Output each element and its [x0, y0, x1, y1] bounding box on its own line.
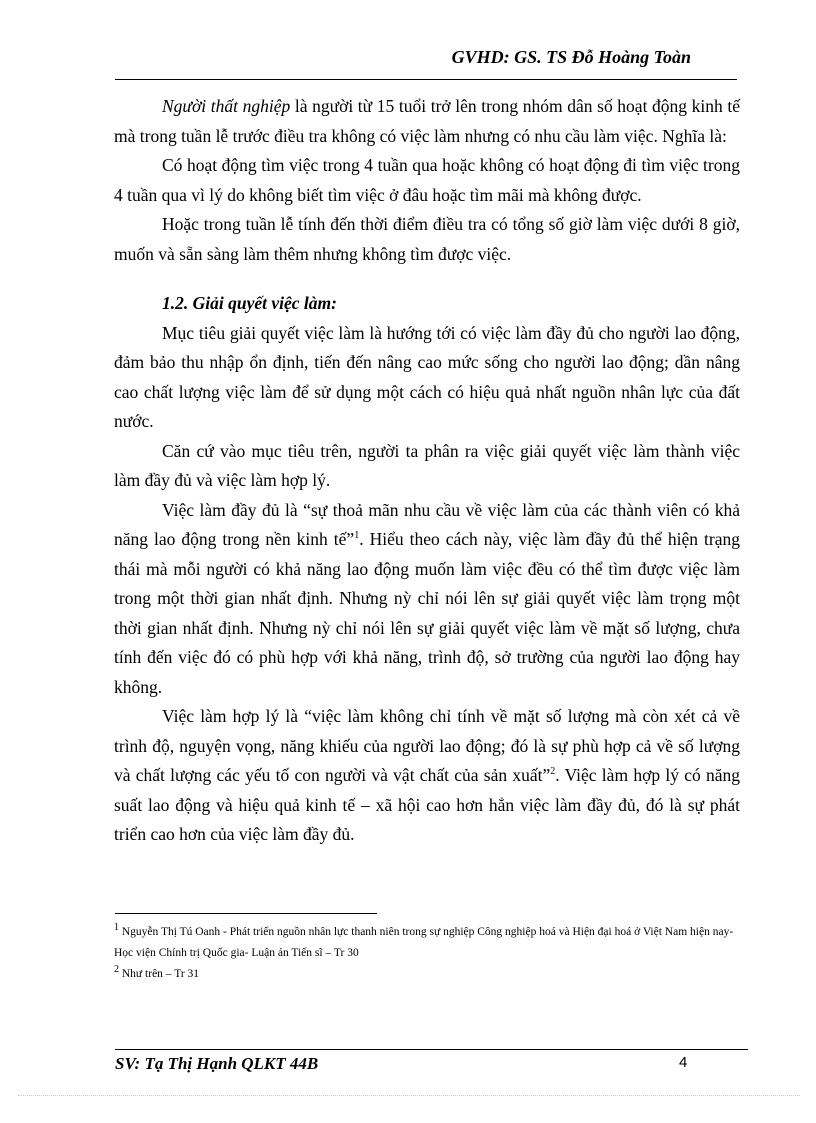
paragraph-full-employment: [114, 496, 740, 703]
paragraph-classification: Căn cứ vào mục tiêu trên, người ta phân ra việc giải quyết việc làm thành việc làm đầy đủ và việc làm hợp lý.: [114, 440, 740, 490]
footnote-1: [114, 922, 744, 964]
footnote-2: [114, 964, 744, 985]
paragraph-text: Việc làm đầy đủ là “sự thoả mãn nhu cầu về việc làm của các thành viên có khả năng lao động trong nền kinh tế”: [114, 499, 740, 549]
paragraph-objective: Mục tiêu giải quyết việc làm là hướng tới có việc làm đầy đủ cho người lao động, đảm bảo thu nhập ổn định, tiến đến nâng cao mức sống cho người lao động; dần nâng cao chất lượng việc làm để sử dụng một cách có hiệu quả nhất nguồn nhân lực của đất nước.: [114, 322, 740, 431]
footnote-ref-1[interactable]: 1: [354, 530, 360, 542]
paragraph-job-search: Có hoạt động tìm việc trong 4 tuần qua hoặc không có hoạt động đi tìm việc trong 4 tuần qua vì lý do không biết tìm việc ở đâu hoặc tìm mãi mà không được.: [114, 155, 740, 205]
document-body: [114, 92, 740, 850]
paragraph-text: là người từ 15 tuổi trở lên trong nhóm dân số hoạt động kinh tế mà trong tuần lễ trước điều tra không có việc làm nhưng có nhu cầu làm việc. Nghĩa là:: [114, 96, 741, 146]
paragraph-text: Việc làm hợp lý là “việc làm không chỉ tính về mặt số lượng mà còn xét cả về trình độ, nguyện vọng, năng khiếu của người lao động; đó là sự phù hợp cả về số lượng và chất lượng các yếu tố con người và vật chất của sản xuất”: [114, 706, 740, 785]
paragraph-unemployed-definition: [114, 92, 740, 151]
footnote-number: 2: [114, 964, 119, 976]
paragraph-text: . Hiểu theo cách này, việc làm đầy đủ thể hiện trạng thái mà mỗi người có khả năng lao động muốn làm việc đều có thể tìm được việc làm trong một thời gian nhất định. Nhưng nỳ chỉ nói lên sự giải quyết việc làm trọng một thời gian nhất định. Nhưng nỳ chỉ nói lên sự giải quyết việc làm về mặt số lượng, chưa tính đến việc đó có phù hợp với khả năng, trình độ, sở trường của người lao động hay không.: [114, 529, 740, 697]
term-unemployed: Người thất nghiệp: [162, 96, 291, 116]
footnote-separator: [115, 913, 377, 914]
footnote-text: Nguyễn Thị Tú Oanh - Phát triển nguồn nhân lực thanh niên trong sự nghiệp Công nghiệp hoá và Hiện đại hoá ở Việt Nam hiện nay- Học viện Chính trị Quốc gia- Luận án Tiến sĩ – Tr 30: [114, 926, 734, 959]
paragraph-working-hours: Hoặc trong tuần lễ tính đến thời điểm điều tra có tổng số giờ làm việc dưới 8 giờ, muốn và sẵn sàng làm thêm nhưng không tìm được việc.: [114, 214, 740, 264]
header-advisor: GVHD: GS. TS Đỗ Hoàng Toàn: [451, 47, 691, 67]
footnotes: [114, 922, 744, 985]
section-heading: 1.2. Giải quyết việc làm:: [162, 293, 337, 313]
header-divider: [115, 79, 737, 80]
footnote-text: Như trên – Tr 31: [119, 968, 200, 980]
footnote-ref-2[interactable]: 2: [550, 766, 556, 778]
footnote-number: 1: [114, 922, 119, 934]
page-boundary: [18, 1095, 800, 1096]
page-number: 4: [679, 1054, 688, 1071]
paragraph-reasonable-employment: [114, 702, 740, 850]
footer-divider: [115, 1049, 748, 1050]
paragraph-text: . Việc làm hợp lý có năng suất lao động và hiệu quả kinh tế – xã hội cao hơn hẳn việc làm đầy đủ, đó là sự phát triển cao hơn của việc làm đầy đủ.: [114, 765, 740, 844]
footer-student: SV: Tạ Thị Hạnh QLKT 44B: [115, 1054, 319, 1073]
